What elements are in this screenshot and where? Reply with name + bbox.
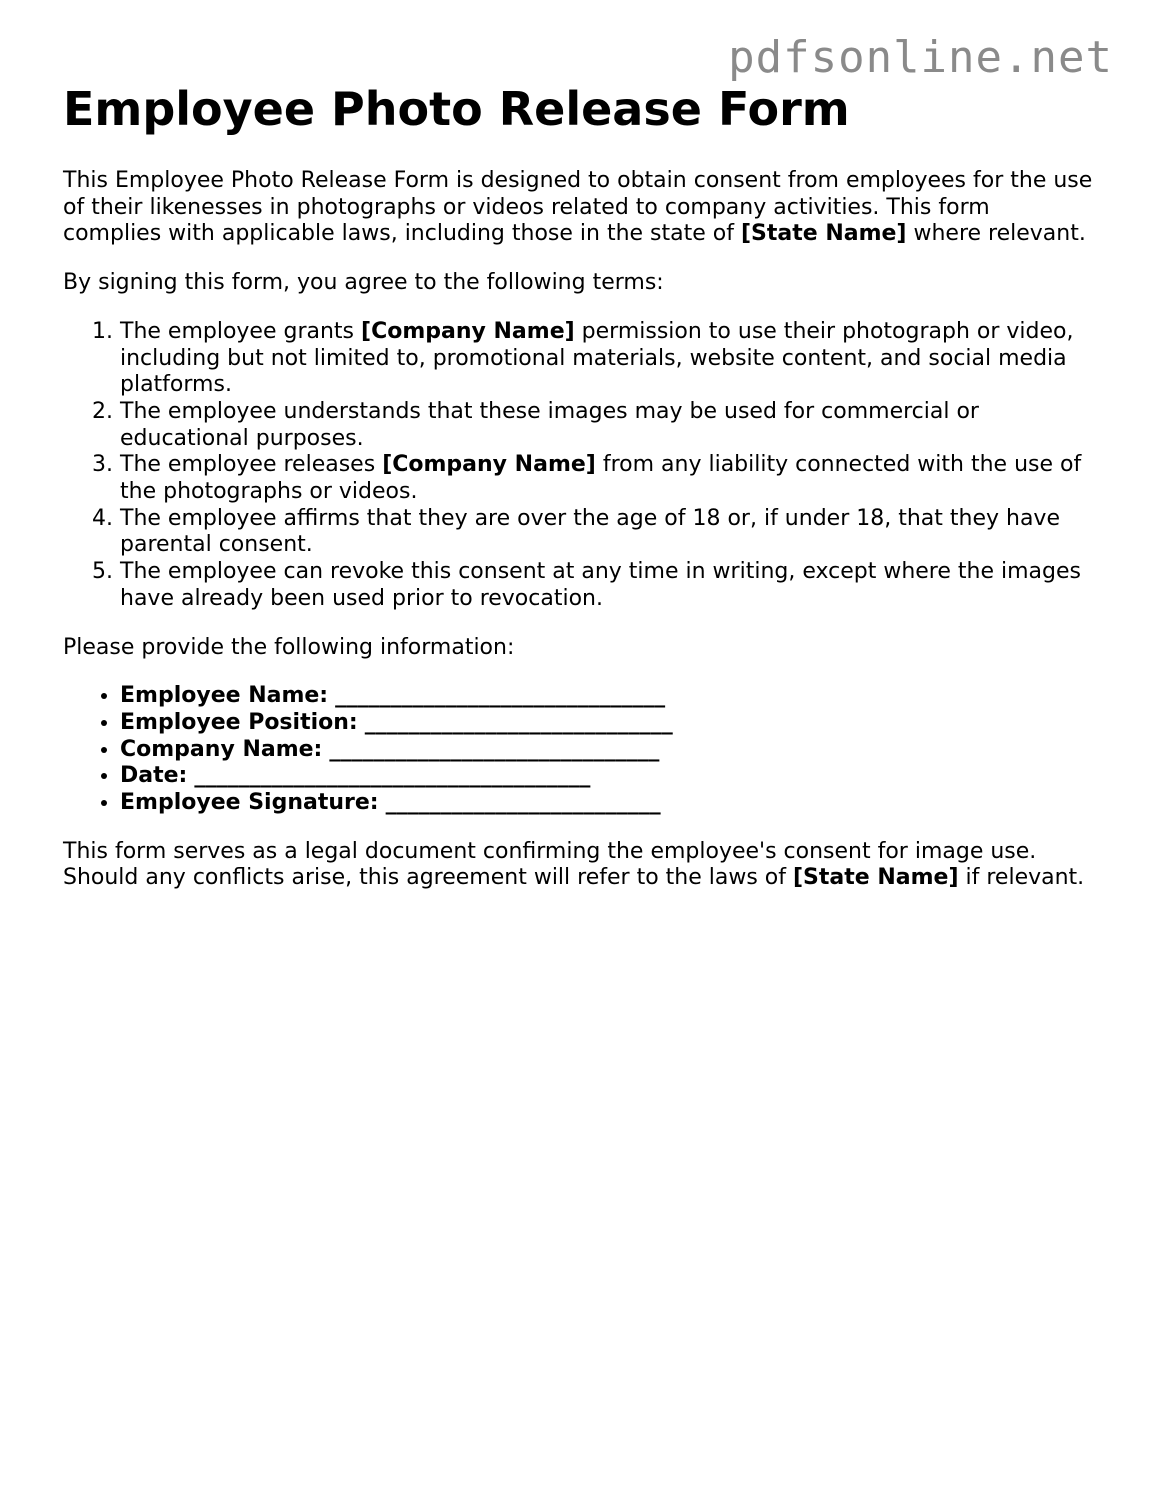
field-blank[interactable]: _________________________ — [385, 790, 661, 816]
field-blank[interactable]: ______________________________ — [335, 683, 666, 709]
state-placeholder: [State Name] — [740, 221, 907, 247]
terms-list — [63, 319, 1093, 613]
field-date[interactable] — [120, 763, 1093, 790]
term-item: 4. The employee affirms that they are over the age of 18 or, if under 18, that they have parental consent. — [120, 506, 1093, 559]
field-employee-position[interactable] — [120, 710, 1093, 737]
agree-intro: By signing this form, you agree to the following terms: — [63, 270, 664, 296]
document-page — [63, 80, 1093, 892]
provide-intro: Please provide the following information: — [63, 634, 515, 660]
intro-paragraph — [63, 168, 1093, 248]
field-employee-signature[interactable] — [120, 790, 1093, 817]
field-company-name[interactable] — [120, 737, 1093, 764]
intro-text-before: This Employee Photo Release Form is designed to obtain consent from employees for the use of their likenesses in photographs or videos related to company activities. This form complies with applicable laws, including those in the state of — [63, 168, 1093, 247]
field-blank[interactable]: ______________________________ — [329, 736, 660, 762]
term-item: 3. The employee releases [Company Name] from any liability connected with the use of the photographs or videos. — [120, 452, 1093, 505]
fields-list — [63, 683, 1093, 817]
page-title: Employee Photo Release Form — [63, 82, 850, 136]
closing-paragraph — [63, 839, 1093, 892]
field-label: Date: — [120, 763, 188, 789]
term-item: 5. The employee can revoke this consent at any time in writing, except where the images have already been used prior to revocation. — [120, 559, 1093, 612]
closing-text-after: if relevant. — [958, 865, 1085, 891]
field-blank[interactable]: ____________________________ — [364, 709, 673, 735]
closing-text-before: This form serves as a legal document confirming the employee's consent for image use. Should any conflicts arise, this agreement will refer to the laws of — [63, 838, 1037, 891]
company-placeholder: [Company Name] — [382, 452, 596, 478]
field-label: Company Name: — [120, 736, 323, 762]
field-label: Employee Signature: — [120, 790, 379, 816]
field-employee-name[interactable] — [120, 683, 1093, 710]
field-label: Employee Name: — [120, 683, 329, 709]
term-item: 2. The employee understands that these images may be used for commercial or educational purposes. — [120, 399, 1093, 452]
state-placeholder: [State Name] — [793, 865, 959, 891]
intro-text-after: where relevant. — [906, 221, 1086, 247]
field-blank[interactable]: ____________________________________ — [194, 763, 591, 789]
watermark: pdfsonline.net — [728, 32, 1113, 83]
field-label: Employee Position: — [120, 709, 358, 735]
company-placeholder: [Company Name] — [361, 318, 575, 344]
term-item: 1. The employee grants [Company Name] permission to use their photograph or video, including but not limited to, promotional materials, website content, and social media platforms. — [120, 319, 1093, 399]
